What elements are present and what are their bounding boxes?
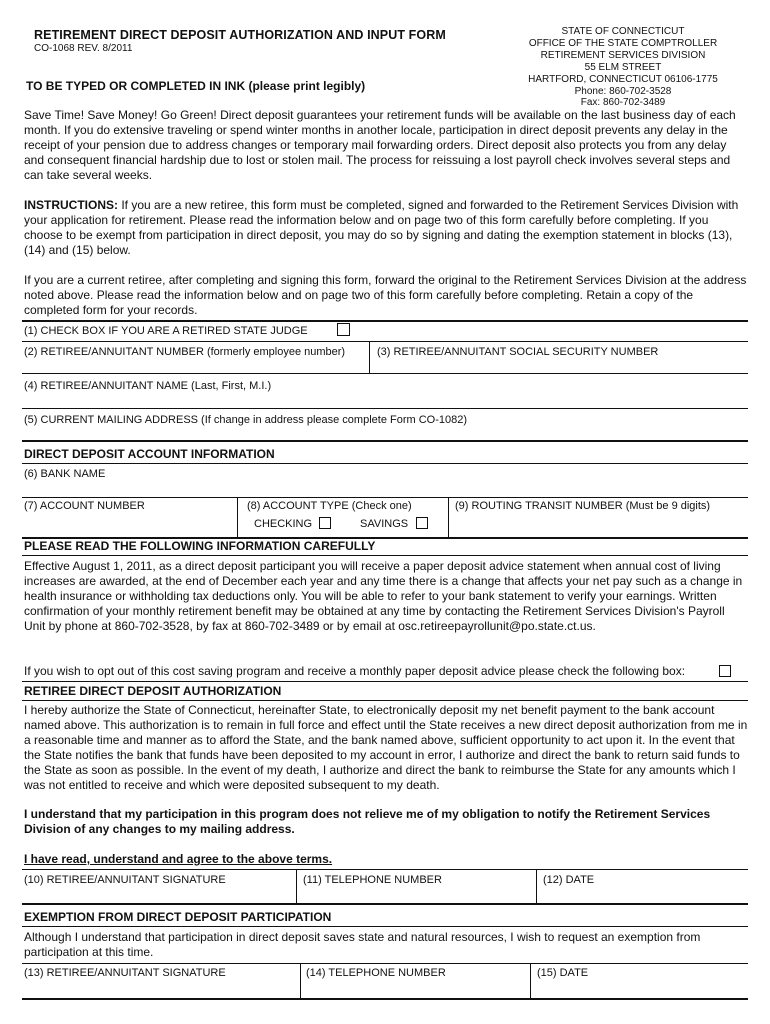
agree-statement: I have read, understand and agree to the above terms. [24, 852, 333, 866]
field-label-bank-name: (6) BANK NAME [24, 468, 106, 480]
opt-out-checkbox[interactable] [719, 665, 731, 677]
address-phone: Phone: 860-702-3528 [574, 85, 672, 97]
section-heading-account-info: DIRECT DEPOSIT ACCOUNT INFORMATION [24, 447, 275, 461]
please-read-paragraph: Effective August 1, 2011, as a direct deposit participant you will receive a paper deposit advice statement when annual cost of living increases are awarded, at the end of December each year and any time there is a change that affects your net pay such as a change in health insurance or withholding tax deductions only. You will be able to refer to your bank statement to verify your earnings. Written confirmation of your monthly retirement benefit may be obtained at any time by contacting the Retirement Services Division's Payroll Unit by phone at 860-702-3528, by fax at 860-702-3489 or by email at osc.retireepayrollunit@po.state.ct.us. [24, 559, 743, 633]
form-title: RETIREMENT DIRECT DEPOSIT AUTHORIZATION AND INPUT FORM [34, 28, 446, 42]
exemption-paragraph: Although I understand that participation in direct deposit saves state and natural resources, I wish to request an exemption from participation at this time. [24, 930, 701, 959]
field-label-judge: (1) CHECK BOX IF YOU ARE A RETIRED STATE JUDGE [24, 325, 308, 337]
field-label-account-type: (8) ACCOUNT TYPE (Check one) [247, 500, 412, 512]
divider [22, 440, 748, 442]
opt-out-paragraph: If you wish to opt out of this cost saving program and receive a monthly paper deposit advice please check the following box: [24, 664, 686, 678]
field-label-signature-13: (13) RETIREE/ANNUITANT SIGNATURE [24, 967, 226, 979]
field-label-signature-10: (10) RETIREE/ANNUITANT SIGNATURE [24, 874, 226, 886]
address-line: RETIREMENT SERVICES DIVISION [540, 49, 706, 61]
divider [22, 963, 748, 964]
field-label-mailing-address: (5) CURRENT MAILING ADDRESS (If change in address please complete Form CO-1082) [24, 414, 468, 426]
column-divider [369, 341, 370, 373]
field-label-telephone-11: (11) TELEPHONE NUMBER [303, 874, 442, 886]
field-label-date-15: (15) DATE [537, 967, 589, 979]
divider [22, 700, 748, 701]
field-label-retiree-number: (2) RETIREE/ANNUITANT NUMBER (formerly employee number) [24, 346, 346, 358]
section-heading-authorization: RETIREE DIRECT DEPOSIT AUTHORIZATION [24, 684, 282, 698]
form-number: CO-1068 REV. 8/2011 [34, 43, 133, 54]
divider [22, 903, 748, 905]
divider [22, 373, 748, 374]
address-line: STATE OF CONNECTICUT [561, 26, 685, 37]
divider [22, 926, 748, 927]
field-label-telephone-14: (14) TELEPHONE NUMBER [306, 967, 446, 979]
section-heading-please-read: PLEASE READ THE FOLLOWING INFORMATION CAREFULLY [24, 539, 376, 553]
address-line: HARTFORD, CONNECTICUT 06106-1775 [528, 73, 718, 85]
field-label-ssn: (3) RETIREE/ANNUITANT SOCIAL SECURITY NUMBER [377, 346, 659, 358]
divider [22, 320, 748, 322]
intro-paragraph: Save Time! Save Money! Go Green! Direct deposit guarantees your retirement funds will be available on the last business day of each month. If you do extensive traveling or spend winter months in another locale, participation in direct deposit prevents any delay in the receipt of your pension due to address changes or temporary mail forwarding orders. Direct deposit also protects you from any delay and consequent financial hardship due to lost or stolen mail. The process for reissuing a lost payroll check involves several steps and can take several weeks. [24, 108, 736, 182]
address-fax: Fax: 860-702-3489 [580, 97, 666, 109]
agency-address-block [498, 26, 748, 109]
checking-checkbox[interactable] [319, 517, 331, 529]
current-retiree-paragraph: If you are a current retiree, after completing and signing this form, forward the original to the Retirement Services Division at the address noted above. Please read the information below and on page two of this form carefully before completing. Retain a copy of the completed form for your records. [24, 273, 747, 317]
field-label-date-12: (12) DATE [543, 874, 595, 886]
section-heading-exemption: EXEMPTION FROM DIRECT DEPOSIT PARTICIPATION [24, 910, 332, 924]
column-divider [530, 963, 531, 998]
instructions-label: INSTRUCTIONS: [24, 198, 118, 212]
column-divider [296, 869, 297, 903]
column-divider [300, 963, 301, 998]
form-page [22, 0, 748, 1024]
divider [22, 341, 748, 342]
instructions-text: If you are a new retiree, this form must be completed, signed and forwarded to the Retirement Services Division with your application for retirement. Please read the information below and on page two of this form carefully before completing. If you choose to be exempt from participation in direct deposit, you may do so by signing and dating the exemption statement in blocks (13), (14) and (15) below. [24, 198, 739, 257]
divider [22, 497, 748, 498]
column-divider [237, 497, 238, 537]
address-line: OFFICE OF THE STATE COMPTROLLER [528, 37, 718, 49]
divider [22, 463, 748, 464]
column-divider [448, 497, 449, 537]
field-label-account-number: (7) ACCOUNT NUMBER [24, 500, 145, 512]
checking-label: CHECKING [254, 518, 313, 530]
address-line: 55 ELM STREET [584, 61, 662, 73]
divider [22, 408, 748, 409]
divider [22, 998, 748, 1000]
divider [22, 681, 748, 682]
column-divider [536, 869, 537, 903]
field-label-routing-number: (9) ROUTING TRANSIT NUMBER (Must be 9 digits) [455, 500, 711, 512]
divider [22, 869, 748, 870]
field-label-retiree-name: (4) RETIREE/ANNUITANT NAME (Last, First, M.I.) [24, 380, 272, 392]
divider [22, 555, 748, 556]
authorization-paragraph: I hereby authorize the State of Connecticut, hereinafter State, to electronically deposit my net benefit payment to the bank account named above. This authorization is to remain in full force and effect until the State receives a new direct deposit authorization from me in a reasonable time and manner as to afford the State, and the bank named above, sufficient opportunity to act upon it. In the event that the State notifies the bank that funds have been deposited to my account in error, I authorize and direct the bank to return said funds to the State as soon as possible. In the event of my death, I authorize and direct the bank to reimburse the State for any amounts which I was not entitled to receive and which were deposited subsequent to my death. [24, 703, 748, 792]
retired-judge-checkbox[interactable] [337, 323, 350, 336]
savings-checkbox[interactable] [416, 517, 428, 529]
savings-label: SAVINGS [360, 518, 409, 530]
understand-statement: I understand that my participation in this program does not relieve me of my obligation to notify the Retirement Services Division of any changes to my mailing address. [24, 807, 711, 836]
ink-instruction: TO BE TYPED OR COMPLETED IN INK (please print legibly) [26, 79, 366, 93]
instructions-paragraph [24, 198, 748, 258]
